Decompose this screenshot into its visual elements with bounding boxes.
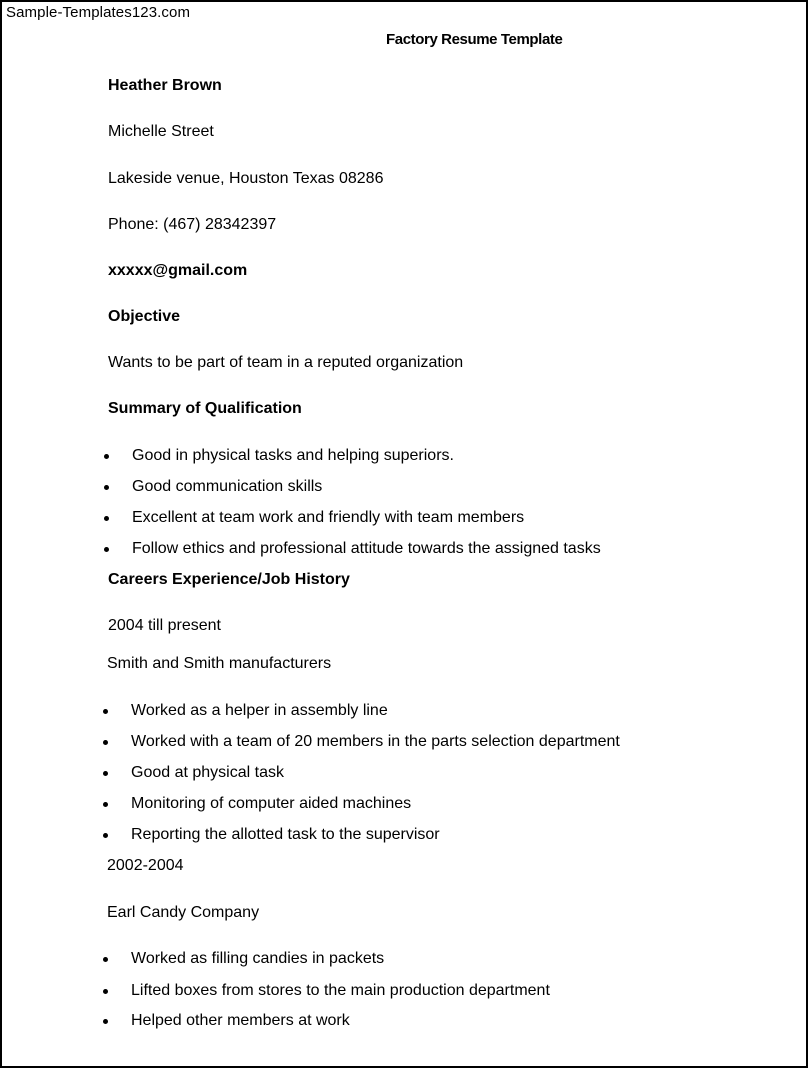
- list-item: [132, 478, 322, 496]
- duty-text: Monitoring of computer aided machines: [131, 795, 412, 812]
- duty-text: Reporting the allotted task to the supervisor: [131, 826, 440, 843]
- address-street: Michelle Street: [108, 123, 214, 140]
- list-item: [131, 982, 550, 1000]
- duty-text: Good at physical task: [131, 764, 284, 781]
- bullet-icon: [104, 485, 109, 490]
- list-item: [131, 795, 411, 813]
- bullet-icon: [103, 709, 108, 714]
- list-item: [131, 826, 440, 844]
- duty-text: Worked as a helper in assembly line: [131, 702, 388, 719]
- list-item: [131, 950, 384, 968]
- bullet-icon: [103, 989, 108, 994]
- list-item: [131, 702, 388, 720]
- objective-heading: Objective: [108, 308, 181, 325]
- bullet-icon: [103, 957, 108, 962]
- list-item: [131, 1012, 350, 1030]
- duty-text: Lifted boxes from stores to the main production department: [131, 982, 550, 999]
- duty-text: Worked as filling candies in packets: [131, 950, 385, 967]
- qualification-text: Follow ethics and professional attitude towards the assigned tasks: [132, 540, 601, 557]
- address-city: Lakeside venue, Houston Texas 08286: [108, 170, 384, 187]
- phone: Phone: (467) 28342397: [108, 216, 277, 233]
- document-title: Factory Resume Template: [386, 31, 563, 48]
- bullet-icon: [103, 740, 108, 745]
- list-item: [131, 733, 620, 751]
- job-period: 2002-2004: [107, 857, 184, 874]
- bullet-icon: [103, 1019, 108, 1024]
- list-item: [132, 509, 524, 527]
- duty-text: Worked with a team of 20 members in the parts selection department: [131, 733, 620, 750]
- watermark: Sample-Templates123.com: [6, 4, 191, 21]
- job-company: Smith and Smith manufacturers: [107, 655, 332, 672]
- experience-heading: Careers Experience/Job History: [108, 571, 350, 588]
- bullet-icon: [104, 516, 109, 521]
- applicant-name: Heather Brown: [108, 77, 222, 94]
- list-item: [132, 540, 601, 558]
- objective-text: Wants to be part of team in a reputed organization: [108, 354, 464, 371]
- qualification-text: Good communication skills: [132, 478, 323, 495]
- email: xxxxx@gmail.com: [108, 262, 248, 279]
- qualification-text: Excellent at team work and friendly with team members: [132, 509, 525, 526]
- duty-text: Helped other members at work: [131, 1012, 350, 1029]
- list-item: [132, 447, 454, 465]
- bullet-icon: [104, 547, 109, 552]
- bullet-icon: [103, 833, 108, 838]
- bullet-icon: [104, 454, 109, 459]
- qualification-text: Good in physical tasks and helping superiors.: [132, 447, 454, 464]
- qualifications-heading: Summary of Qualification: [108, 400, 302, 417]
- list-item: [131, 764, 284, 782]
- bullet-icon: [103, 771, 108, 776]
- job-company: Earl Candy Company: [107, 904, 260, 921]
- job-period: 2004 till present: [108, 617, 221, 634]
- bullet-icon: [103, 802, 108, 807]
